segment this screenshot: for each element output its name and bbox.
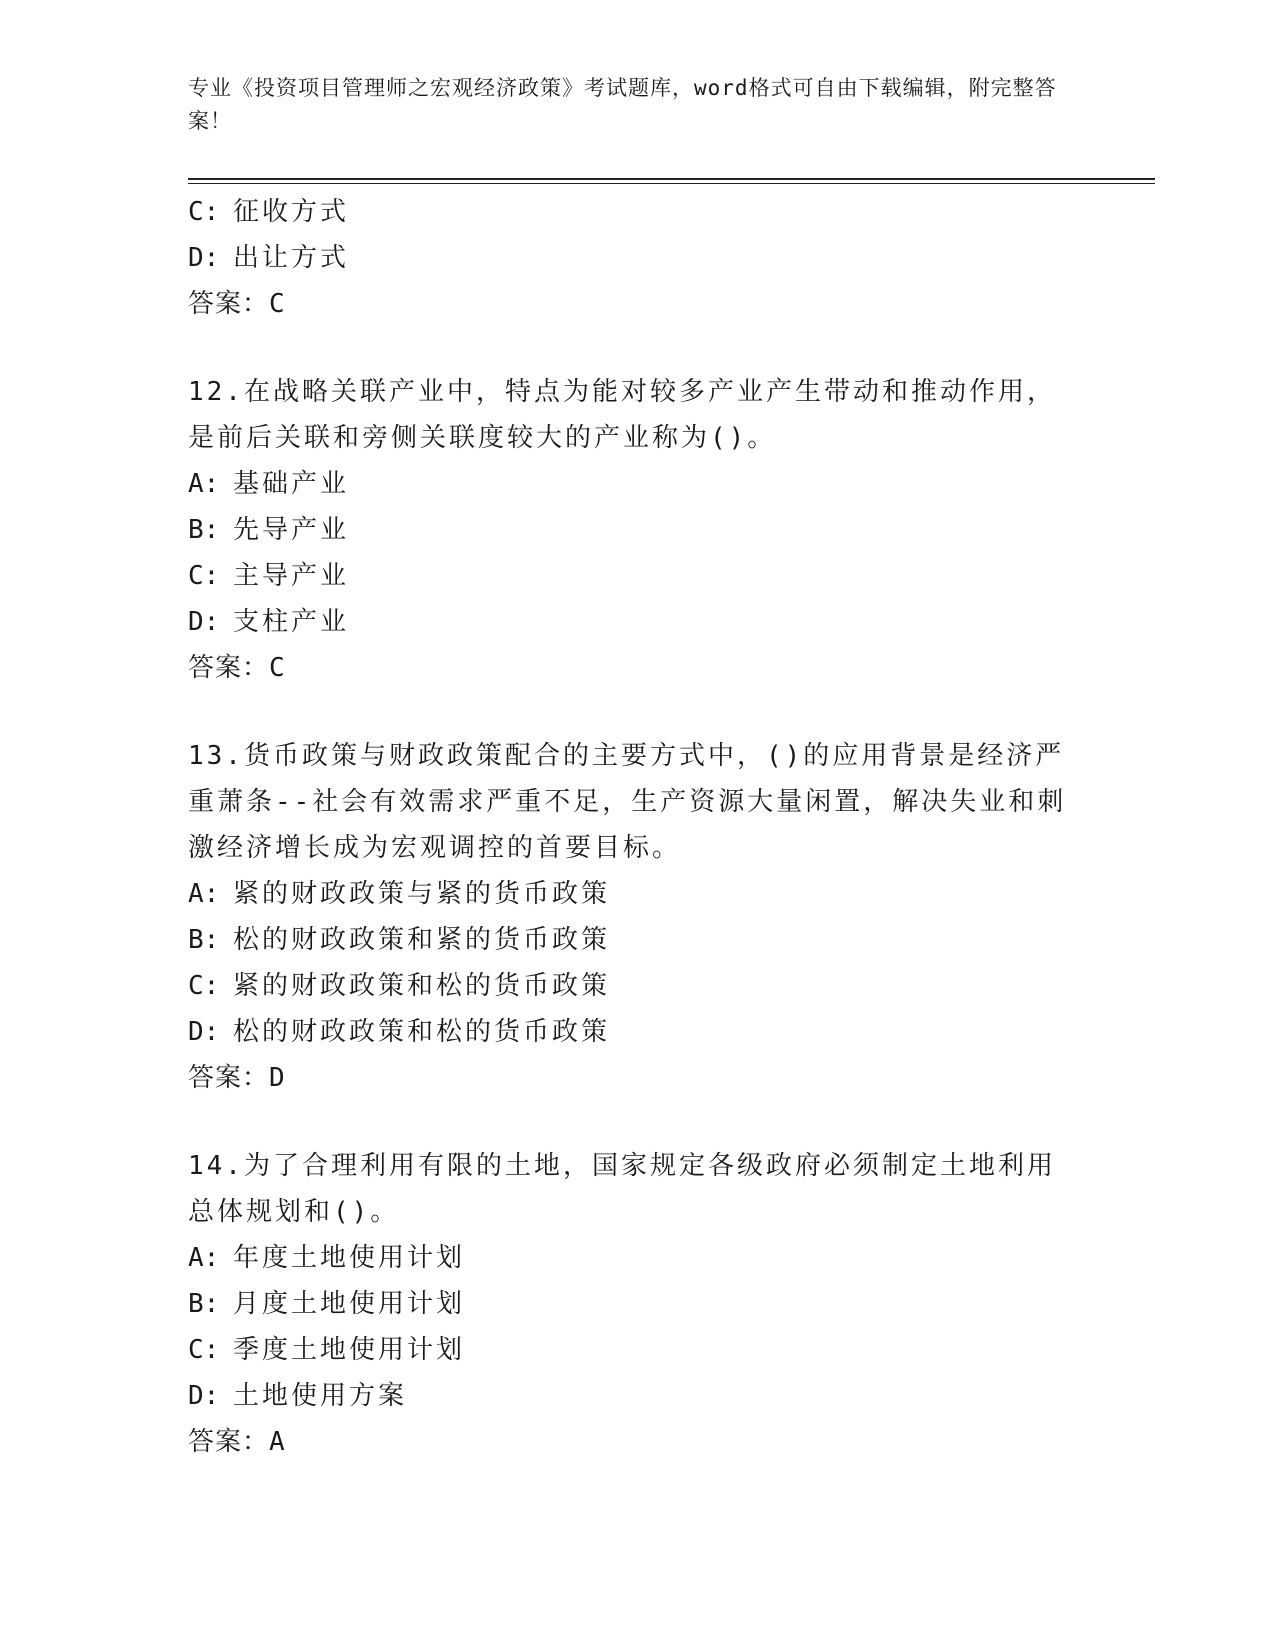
- option-text: 松的财政政策和紧的货币政策: [233, 925, 611, 955]
- option-d: [188, 235, 1088, 281]
- option-d: [188, 599, 1088, 645]
- option-text: 征收方式: [233, 197, 350, 227]
- header-rule-thin: [188, 183, 1155, 184]
- answer-line: [188, 645, 1088, 691]
- answer-label: 答案：: [188, 1427, 270, 1457]
- option-label: B:: [188, 925, 220, 955]
- option-text: 主导产业: [233, 561, 350, 591]
- option-a: [188, 871, 1088, 917]
- option-text: 紧的财政政策与紧的货币政策: [233, 879, 611, 909]
- option-c: [188, 553, 1088, 599]
- option-d: [188, 1009, 1088, 1055]
- option-text: 松的财政政策和松的货币政策: [233, 1017, 611, 1047]
- question-content: [188, 189, 1088, 1465]
- option-text: 年度土地使用计划: [233, 1243, 466, 1273]
- option-label: D:: [188, 1017, 220, 1047]
- option-label: D:: [188, 607, 220, 637]
- header-rule-thick: [188, 178, 1155, 180]
- question-stem: 14.为了合理利用有限的土地，国家规定各级政府必须制定土地利用总体规划和()。: [188, 1151, 1056, 1227]
- option-label: A:: [188, 879, 220, 909]
- answer-value: C: [269, 289, 286, 319]
- option-a: [188, 1235, 1088, 1281]
- option-label: B:: [188, 1289, 220, 1319]
- question-12: [188, 369, 1088, 691]
- question-14: [188, 1143, 1088, 1465]
- answer-line: [188, 1055, 1088, 1101]
- answer-label: 答案：: [188, 289, 270, 319]
- option-label: C:: [188, 1335, 220, 1365]
- option-c: [188, 963, 1088, 1009]
- option-c: [188, 1327, 1088, 1373]
- option-label: D:: [188, 243, 220, 273]
- document-header: 专业《投资项目管理师之宏观经济政策》考试题库，word格式可自由下载编辑，附完整答案！: [188, 76, 1057, 133]
- option-c: [188, 189, 1088, 235]
- carryover-block: [188, 189, 1088, 327]
- option-text: 紧的财政政策和松的货币政策: [233, 971, 611, 1001]
- option-a: [188, 461, 1088, 507]
- answer-value: D: [269, 1063, 286, 1093]
- option-b: [188, 507, 1088, 553]
- option-b: [188, 917, 1088, 963]
- option-b: [188, 1281, 1088, 1327]
- option-text: 月度土地使用计划: [233, 1289, 466, 1319]
- option-text: 基础产业: [233, 469, 350, 499]
- answer-label: 答案：: [188, 1063, 270, 1093]
- option-text: 支柱产业: [233, 607, 350, 637]
- question-stem: 12.在战略关联产业中，特点为能对较多产业产生带动和推动作用，是前后关联和旁侧关联度较大的产业称为()。: [188, 377, 1056, 453]
- option-label: B:: [188, 515, 220, 545]
- option-label: A:: [188, 1243, 220, 1273]
- option-label: C:: [188, 971, 220, 1001]
- option-label: C:: [188, 197, 220, 227]
- answer-value: C: [269, 653, 286, 683]
- option-label: D:: [188, 1381, 220, 1411]
- option-text: 季度土地使用计划: [233, 1335, 466, 1365]
- answer-value: A: [269, 1427, 286, 1457]
- question-stem: 13.货币政策与财政政策配合的主要方式中，()的应用背景是经济严重萧条--社会有效需求严重不足，生产资源大量闲置，解决失业和刺激经济增长成为宏观调控的首要目标。: [188, 741, 1067, 863]
- option-text: 先导产业: [233, 515, 350, 545]
- question-13: [188, 733, 1088, 1101]
- option-text: 出让方式: [233, 243, 350, 273]
- answer-line: [188, 281, 1088, 327]
- option-label: C:: [188, 561, 220, 591]
- option-d: [188, 1373, 1088, 1419]
- option-text: 土地使用方案: [233, 1381, 408, 1411]
- option-label: A:: [188, 469, 220, 499]
- answer-label: 答案：: [188, 653, 270, 683]
- answer-line: [188, 1419, 1088, 1465]
